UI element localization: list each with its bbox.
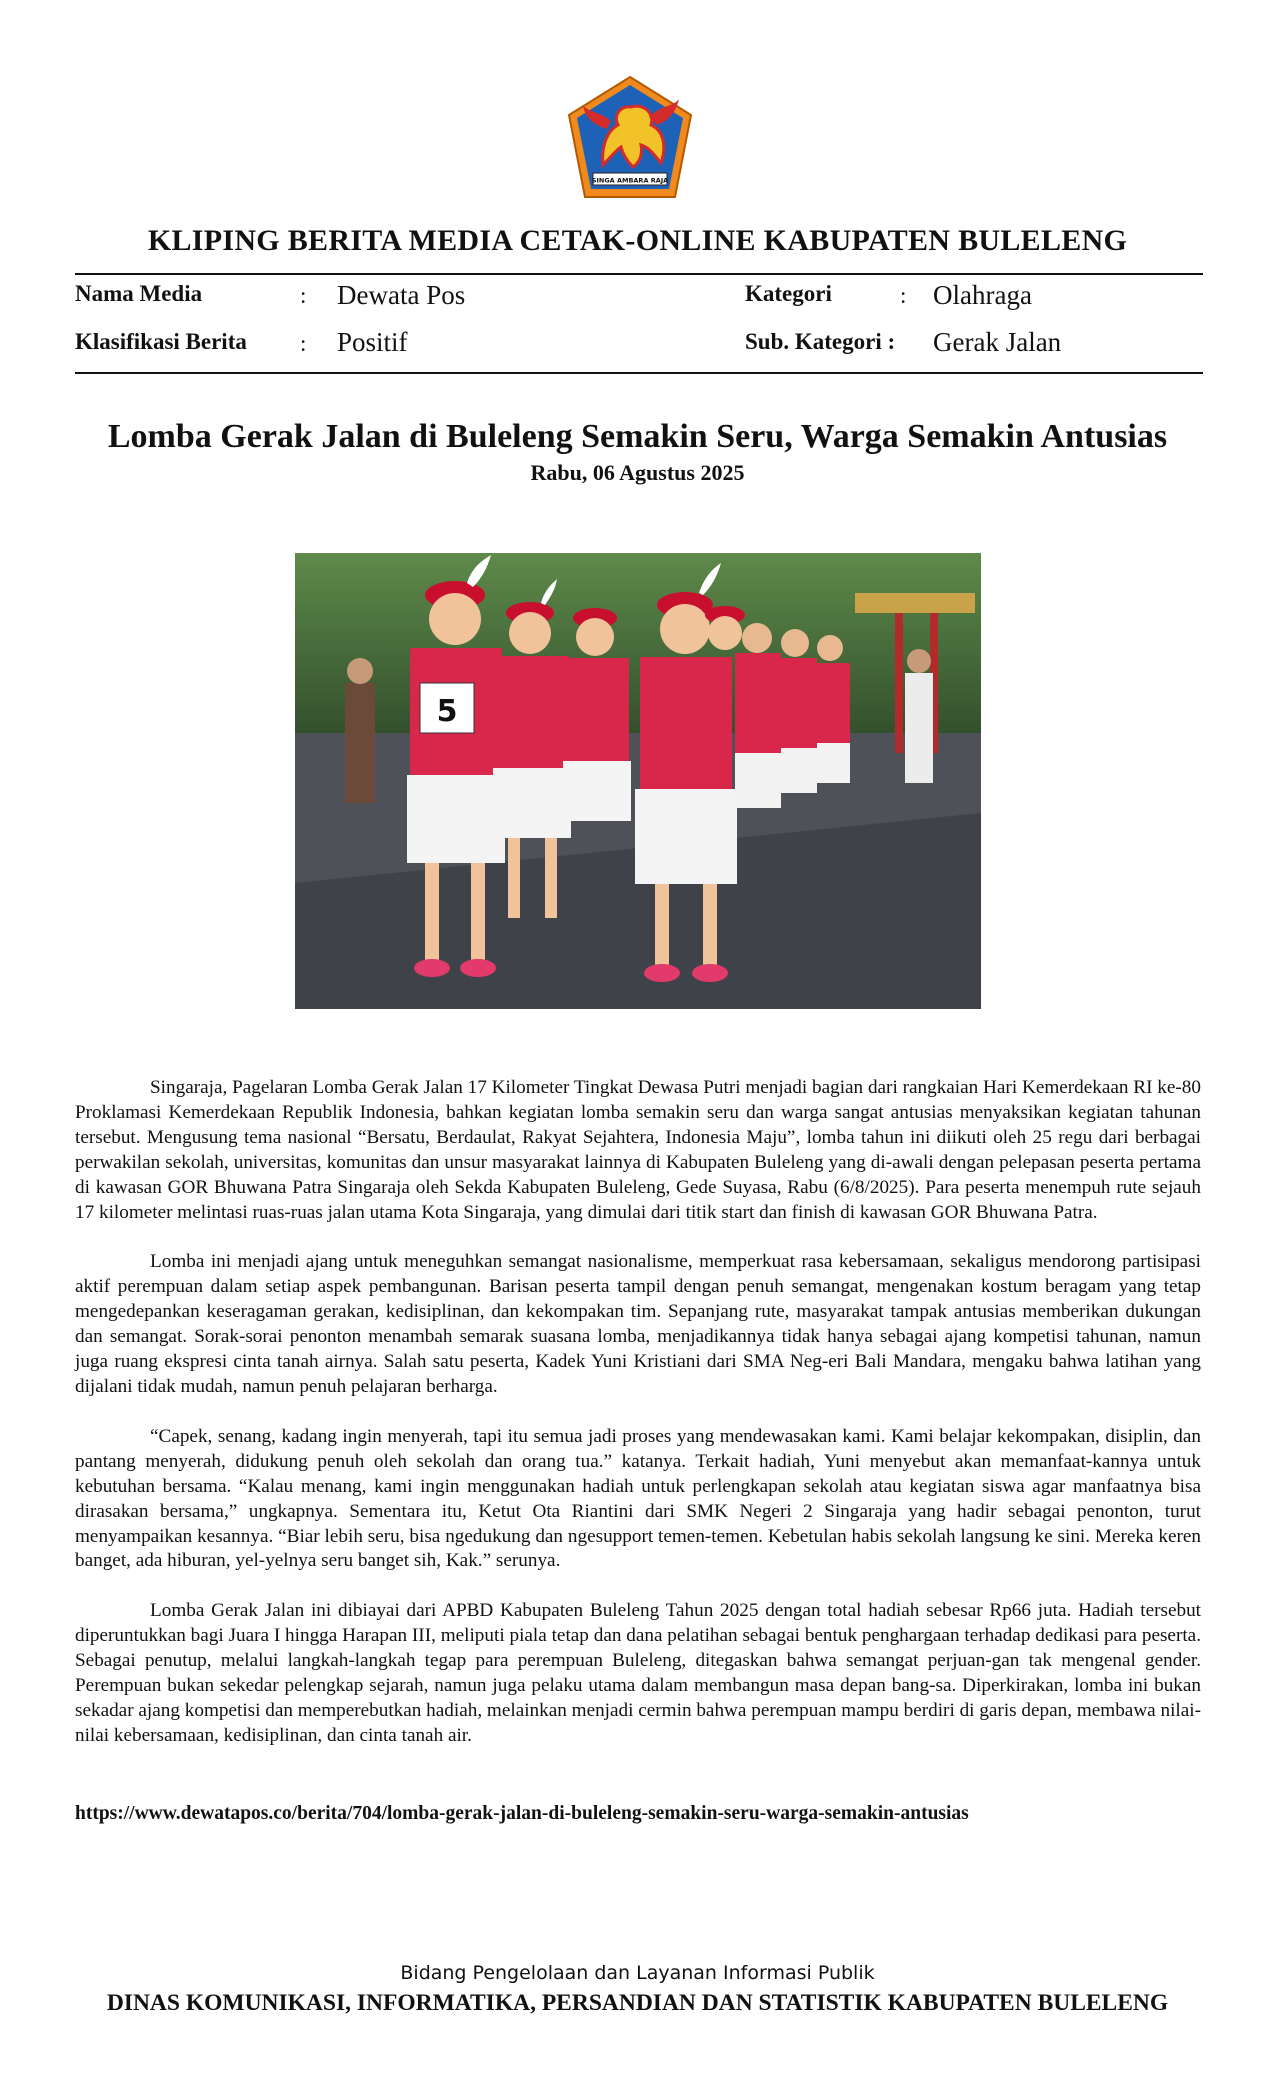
klasifikasi-value: Positif — [337, 327, 408, 357]
subkategori-label: Sub. Kategori : — [745, 329, 896, 354]
buleleng-emblem-logo — [563, 75, 698, 200]
source-url-link[interactable]: https://www.dewatapos.co/berita/704/lomba-gerak-jalan-di-buleleng-semakin-seru-warga-semakin-antusias — [75, 1803, 969, 1824]
clipping-header-title: KLIPING BERITA MEDIA CETAK-ONLINE KABUPATEN BULELENG — [147, 224, 1128, 257]
media-label: Nama Media — [75, 281, 203, 306]
media-colon: : — [300, 283, 307, 308]
media-value: Dewata Pos — [337, 280, 466, 310]
footer-department: Bidang Pengelolaan dan Layanan Informasi Publik — [400, 1962, 875, 1984]
article-date: Rabu, 06 Agustus 2025 — [530, 460, 745, 485]
article-paragraph: “Capek, senang, kadang ingin menyerah, tapi itu semua jadi proses yang mendewasakan kami. Kami belajar kekompakan, disiplin, dan pantang menyerah, didukung penuh oleh sekolah dan orang tua.” katanya. Terkait hadiah, Yuni menyebut akan memanfaat-kannya untuk kebutuhan bersama. “Kalau menang, kami ingin menggunakan hadiah untuk perlengkapan sekolah atau kegiatan siswa agar manfaatnya bisa dirasakan bersama,” ungkapnya. Sementara itu, Ketut Ota Riantini dari SMK Negeri 2 Singaraja yang hadir sebagai penonton, turut menyampaikan kesannya. “Biar lebih seru, bisa ngedukung dan ngesupport temen-temen. Kebetulan habis sekolah langsung ke sini. Mereka keren banget, ada hiburan, yel-yelnya seru banget sih, Kak.” serunya. — [75, 1425, 1201, 1572]
article-body — [75, 1076, 1201, 1774]
article-paragraph: Lomba ini menjadi ajang untuk meneguhkan semangat nasionalisme, memperkuat rasa kebersamaan, sekaligus mendorong partisipasi aktif perempuan dalam setiap aspek pembangunan. Barisan peserta tampil dengan penuh semangat, mengenakan kostum beragam yang tetap mengedepankan keseragaman gerakan, kedisiplinan, dan kekompakan tim. Sepanjang rute, masyarakat tampak antusias memberikan dukungan dan semangat. Sorak-sorai penonton menambah semarak suasana lomba, menjadikannya tidak hanya sebagai ajang kompetisi tahunan, namun juga ruang ekspresi cinta tanah airnya. Salah satu peserta, Kadek Yuni Kristiani dari SMA Neg-eri Bali Mandara, mengaku bahwa latihan yang dijalani tidak mudah, namun penuh pelajaran berharga. — [75, 1251, 1201, 1397]
article-paragraph: Singaraja, Pagelaran Lomba Gerak Jalan 17 Kilometer Tingkat Dewasa Putri menjadi bagian dari rangkaian Hari Kemerdekaan RI ke-80 Proklamasi Kemerdekaan Republik Indonesia, bahkan kegiatan lomba semakin seru dan warga sangat antusias menyaksikan kegiatan tahunan tersebut. Mengusung tema nasional “Bersatu, Berdaulat, Rakyat Sejahtera, Indonesia Maju”, lomba tahun ini diikuti oleh 25 regu dari berbagai perwakilan sekolah, universitas, komunitas dan unsur masyarakat lainnya di Kabupaten Buleleng yang di-awali dengan pelepasan peserta pertama di kawasan GOR Bhuwana Patra Singaraja oleh Sekda Kabupaten Buleleng, Gede Suyasa, Rabu (6/8/2025). Para peserta menempuh rute sejauh 17 kilometer melintasi ruas-ruas jalan utama Kota Singaraja, yang dimulai dari titik start dan finish di kawasan GOR Bhuwana Patra. — [75, 1077, 1201, 1223]
kategori-label: Kategori — [745, 281, 832, 306]
header-bottom-rule — [75, 372, 1203, 374]
klasifikasi-label: Klasifikasi Berita — [75, 329, 247, 354]
subkategori-value: Gerak Jalan — [933, 327, 1062, 357]
bib-number: 5 — [436, 694, 458, 729]
kategori-colon: : — [900, 283, 907, 308]
article-photo — [295, 553, 981, 1009]
article-title: Lomba Gerak Jalan di Buleleng Semakin Seru, Warga Semakin Antusias — [107, 418, 1168, 455]
footer-agency: DINAS KOMUNIKASI, INFORMATIKA, PERSANDIAN DAN STATISTIK KABUPATEN BULELENG — [106, 1990, 1169, 2016]
header-top-rule — [75, 273, 1203, 275]
kategori-value: Olahraga — [933, 280, 1032, 310]
klasifikasi-colon: : — [300, 331, 307, 356]
article-paragraph: Lomba Gerak Jalan ini dibiayai dari APBD Kabupaten Buleleng Tahun 2025 dengan total hadiah sebesar Rp66 juta. Hadiah tersebut diperuntukkan bagi Juara I hingga Harapan III, meliputi piala tetap dan dana pelatihan sebagai bentuk penghargaan terhadap dedikasi para peserta. Sebagai penutup, melalui langkah-langkah tegap para perempuan Buleleng, ditegaskan bahwa semangat perjuan-gan tak mengenal gender. Perempuan bukan sekedar pelengkap sejarah, namun juga pelaku utama dalam membangun masa depan bang-sa. Diperkirakan, lomba ini bukan sekadar ajang kompetisi dan memperebutkan hadiah, melainkan menjadi cermin bahwa perempuan mampu berdiri di garis depan, membawa nilai-nilai kebersamaan, kedisiplinan, dan cinta tanah air. — [75, 1600, 1201, 1746]
logo-motto-text: SINGA AMBARA RAJA — [591, 176, 669, 185]
